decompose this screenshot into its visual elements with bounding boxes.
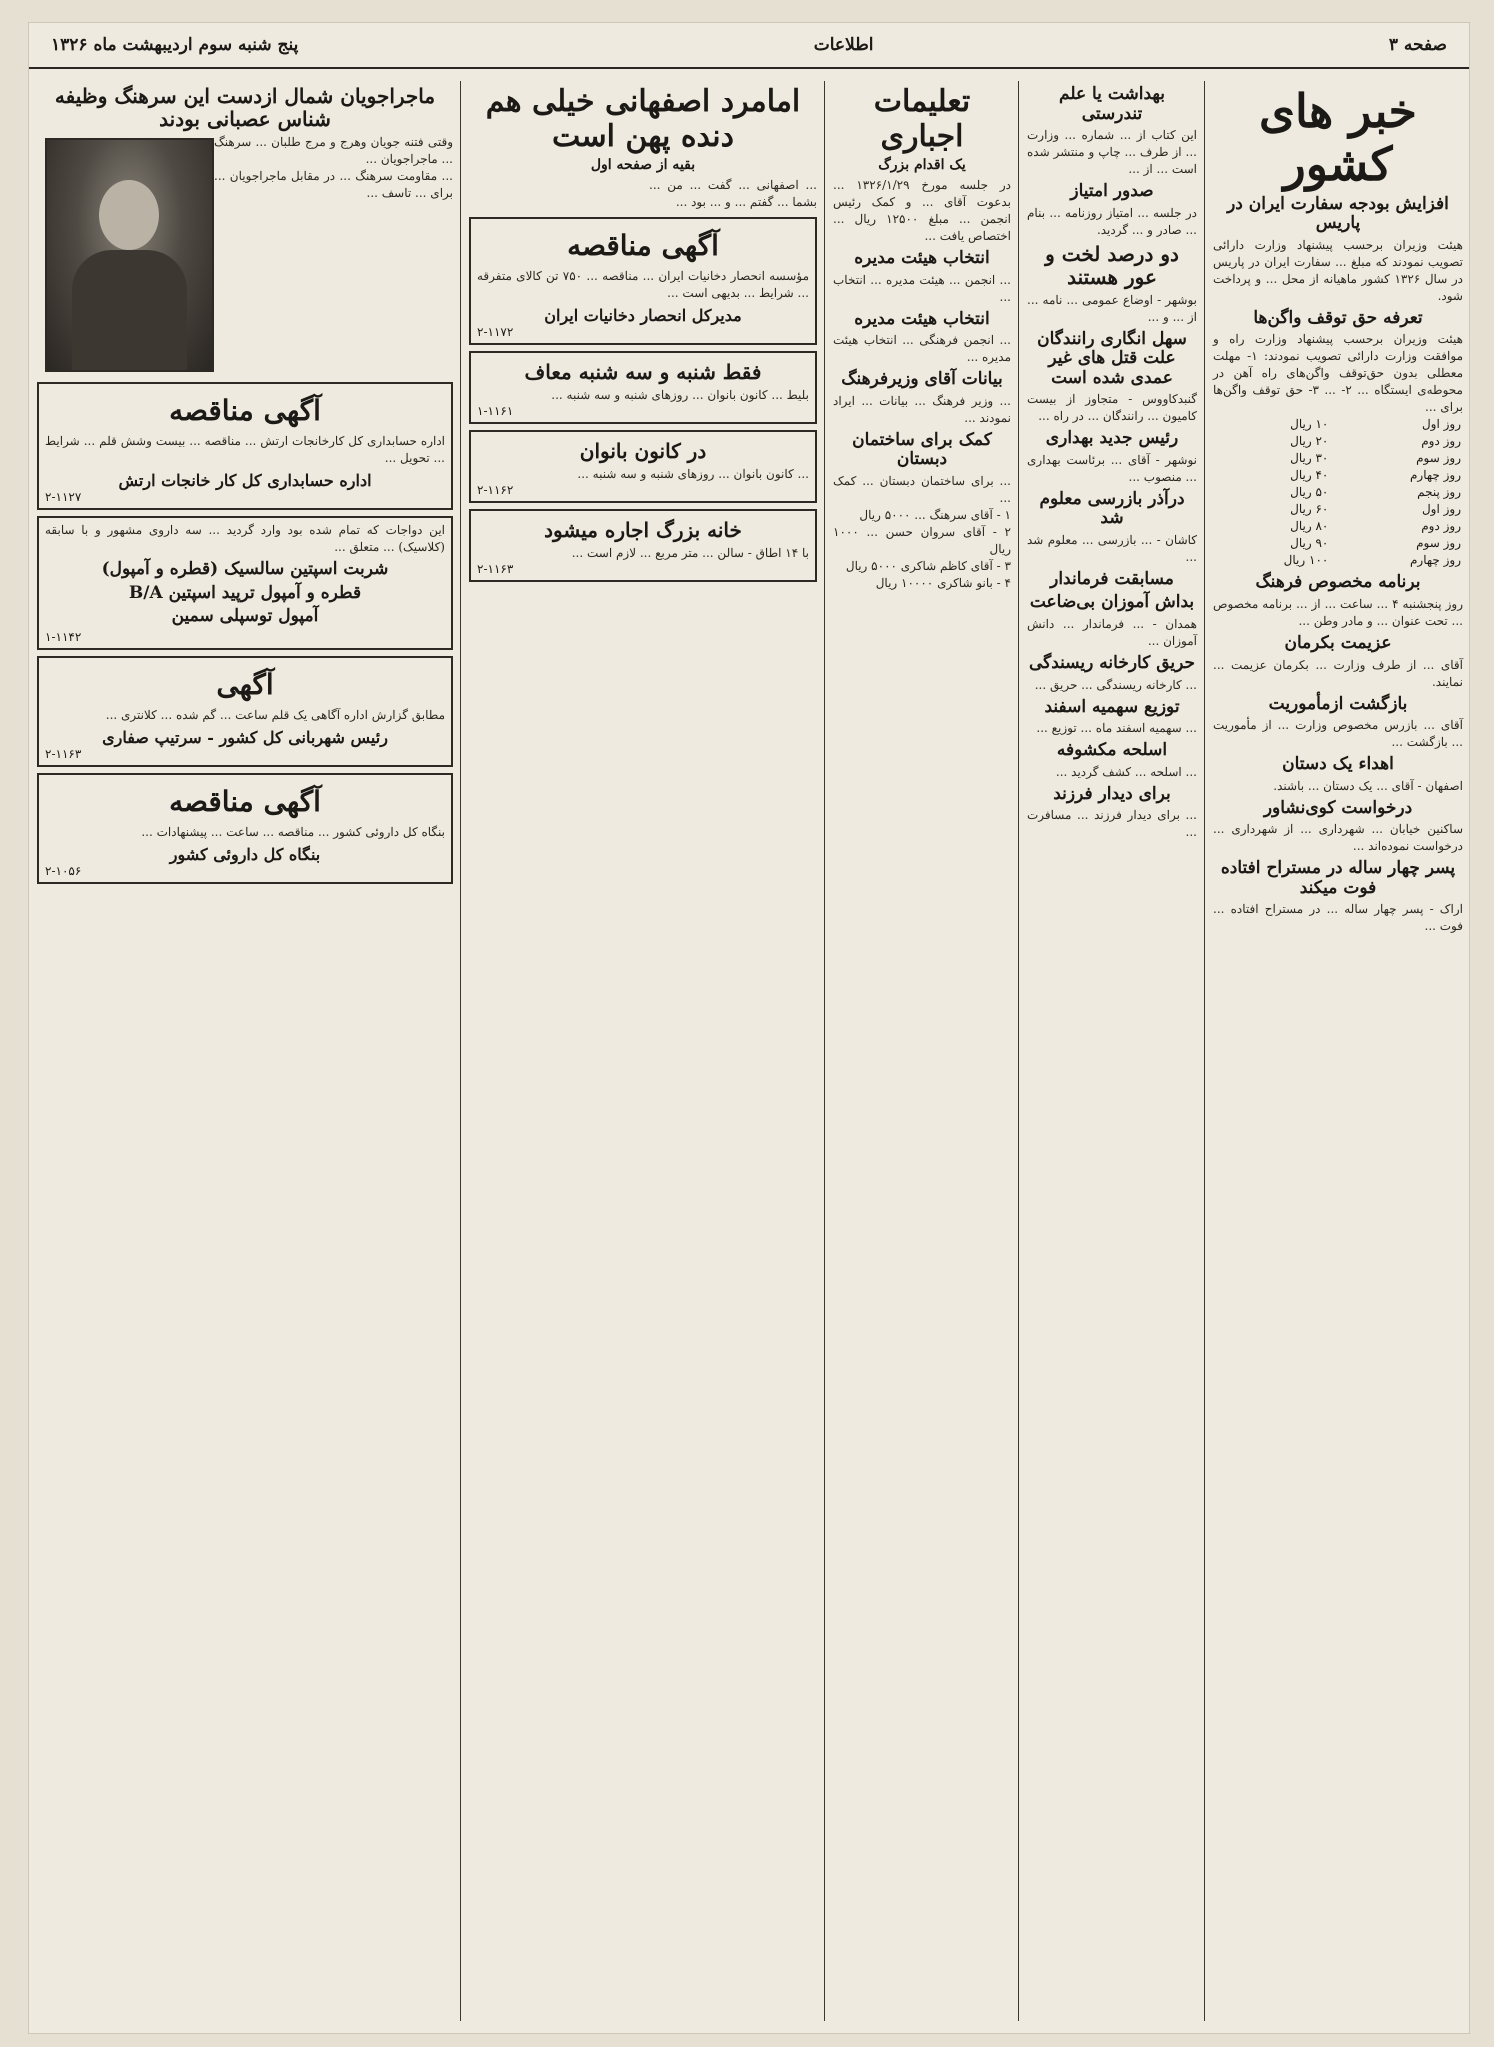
article-body: آقای ... بازرس مخصوص وزارت ... از مأموریت ... بازگشت ... xyxy=(1213,718,1463,750)
list-item: ۲ - آقای سروان حسن ... ۱۰۰۰ ریال xyxy=(833,524,1011,556)
article-body: ... برای ساختمان دبستان ... کمک ... xyxy=(833,473,1011,505)
column-divider xyxy=(1204,81,1205,2021)
ad-title: آگهی مناقصه xyxy=(169,394,321,427)
column-divider xyxy=(824,81,825,2021)
article-body: ... سهمیه اسفند ماه ... توزیع ... xyxy=(1036,721,1197,736)
article-headline: درخواست کوی‌نشاور xyxy=(1263,797,1413,818)
section-title: تعلیمات اجباری xyxy=(873,84,971,154)
table-row: روز پنجم ۵۰ ریال xyxy=(1290,485,1461,500)
ad-number: ۲-۱۰۵۶ xyxy=(45,863,82,878)
article-headline: اهداء یک دستان xyxy=(1282,754,1394,775)
article-headline: صدور امتیاز xyxy=(1070,181,1154,202)
article-headline: اسلحه مکشوفه xyxy=(1056,740,1168,761)
article-body: روز پنجشنبه ۴ ... ساعت ... از ... برنامه مخصوص ... تحت عنوان ... و مادر وطن ... xyxy=(1213,596,1464,628)
article-headline: توزیع سهمیه اسفند xyxy=(1044,696,1180,717)
column-colonel-story-and-ads xyxy=(31,81,459,2021)
newspaper-page xyxy=(28,22,1470,2034)
ad-number: ۲-۱۱۶۲ xyxy=(477,483,514,497)
ad-body: این دواجات که تمام شده بود وارد گردید ... سه داروی مشهور و با سابقه (کلاسیک) ... متعلق ... xyxy=(45,523,445,554)
ad-body: اداره حسابداری کل کارخانجات ارتش ... مناقصه ... بیست وشش قلم ... شرایط ... تحویل ... xyxy=(45,434,445,465)
article-body: ... کارخانه ریسندگی ... حریق ... xyxy=(1034,677,1197,692)
article-headline: رئیس جدید بهداری xyxy=(1045,428,1179,449)
tender-ad xyxy=(469,217,817,345)
ad-body: مطابق گزارش اداره آگاهی یک قلم ساعت ... گم شده ... کلانتری ... xyxy=(105,707,445,722)
ad-product: قطره و آمپول ترپید اسپتین B/A xyxy=(128,582,362,603)
table-row: روز دوم ۸۰ ریال xyxy=(1290,519,1461,534)
tender-ad xyxy=(37,382,453,510)
article-headline: بیانات آقای وزیرفرهنگ xyxy=(841,369,1003,390)
rental-ad xyxy=(469,509,817,582)
article-body: ... اصفهانی ... گفت ... من ... بشما ... گفتم ... و ... بود ... xyxy=(649,178,817,209)
table-row: روز اول ۶۰ ریال xyxy=(1290,502,1461,517)
ad-product: شربت اسپتین سالسیک (قطره و آمپول) xyxy=(101,559,389,579)
page-label: صفحه ۳ xyxy=(1388,35,1447,55)
pharmacy-ad xyxy=(37,516,453,650)
article-headline: عزیمت بکرمان xyxy=(1284,632,1392,653)
ad-title: در کانون بانوان xyxy=(579,439,707,463)
article-headline: بازگشت ازمأموریت xyxy=(1268,693,1408,714)
article-headline: کمک برای ساختمان دبستان xyxy=(852,429,992,470)
ad-body: بلیط ... کانون بانوان ... روزهای شنبه و سه شنبه ... xyxy=(551,388,809,402)
article-headline: بهداشت یا علم تندرستی xyxy=(1059,84,1165,124)
article-headline: برای دیدار فرزند xyxy=(1053,783,1171,804)
ad-number: ۱-۱۱۶۱ xyxy=(477,404,514,418)
article-headline: برنامه مخصوص فرهنگ xyxy=(1255,572,1421,593)
column-divider xyxy=(460,81,461,2021)
list-item: ۱ - آقای سرهنگ ... ۵۰۰۰ ریال xyxy=(859,507,1011,522)
column-domestic-news xyxy=(1207,81,1469,2021)
list-item: ۴ - بانو شاکری ۱۰۰۰۰ ریال xyxy=(875,575,1011,590)
ad-body: ... کانون بانوان ... روزهای شنبه و سه شنبه ... xyxy=(577,467,809,481)
article-body: در جلسه ... امتیاز روزنامه ... بنام ... صادر و ... گردید. xyxy=(1027,205,1197,237)
notice-ad xyxy=(469,351,817,424)
ad-signature: بنگاه کل داروئی کشور xyxy=(169,844,321,864)
article-body: ... وزیر فرهنگ ... بیانات ... ایراد نمودند ... xyxy=(833,393,1011,425)
article-body: همدان - ... فرماندار ... دانش آموزان ... xyxy=(1027,617,1197,649)
article-body: این کتاب از ... شماره ... وزارت ... از طرف ... چاپ و منتشر شده است ... از ... xyxy=(1027,128,1197,177)
article-body: ساکنین خیابان ... شهرداری ... از شهرداری ... درخواست نموده‌اند ... xyxy=(1213,822,1463,854)
article-headline: پسر چهار ساله در مستراح افتاده فوت میکند xyxy=(1220,858,1456,898)
article-headline: امامرد اصفهانی خیلی هم دنده پهن است xyxy=(485,84,801,154)
article-body: گنبدکاووس - متجاوز از بیست کامیون ... رانندگان ... در راه ... xyxy=(1027,392,1197,424)
article-headline: سهل انگاری رانندگان علت قتل های غیر عمدی شده است xyxy=(1037,328,1187,388)
ad-title: آگهی مناقصه xyxy=(567,229,719,262)
ad-body: با ۱۴ اطاق - سالن ... متر مربع ... لازم است ... xyxy=(571,546,809,560)
article-headline: انتخاب هیئت مدیره xyxy=(854,308,990,329)
article-body: اصفهان - آقای ... یک دستان ... باشند. xyxy=(1273,778,1463,793)
article-body: ... انجمن ... هیئت مدیره ... انتخاب ... xyxy=(833,272,1011,304)
article-headline: دو درصد لخت و عور هستند xyxy=(1045,241,1179,289)
article-headline: حریق کارخانه ریسندگی xyxy=(1028,653,1196,674)
ad-title: خانه بزرگ اجاره میشود xyxy=(544,518,742,542)
ad-body: مؤسسه انحصار دخانیات ایران ... مناقصه ... ۷۵۰ تن کالای متفرقه ... شرایط ... بدیهی است ... xyxy=(477,269,809,300)
article-body: اراک - پسر چهار ساله ... در مستراح افتاده ... فوت ... xyxy=(1213,902,1463,934)
article-body: ... مقاومت سرهنگ ... در مقابل ماجراجویان ... برای ... تاسف ... xyxy=(214,169,453,200)
continued-note: بقیه از صفحه اول xyxy=(590,157,696,173)
column-divider xyxy=(1018,81,1019,2021)
table-row: روز سوم ۹۰ ریال xyxy=(1290,536,1461,551)
table-row: روز اول ۱۰ ریال xyxy=(1290,417,1461,432)
section-subtitle: یک اقدام بزرگ xyxy=(878,157,966,173)
ad-body: بنگاه کل داروئی کشور ... مناقصه ... ساعت ... پیشنهادات ... xyxy=(141,824,445,839)
police-notice xyxy=(37,656,453,767)
paper-name: اطلاعات xyxy=(813,35,874,55)
ad-number: ۲-۱۱۶۳ xyxy=(45,746,82,761)
ad-number: ۲-۱۱۷۲ xyxy=(477,325,514,339)
article-body: وقتی فتنه جویان وهرج و مرج طلبان ... سرهنگ ... ماجراجویان ... xyxy=(214,135,453,166)
ad-number: ۲-۱۱۲۷ xyxy=(45,490,82,504)
article-headline: مسابقت فرماندار xyxy=(1050,568,1174,589)
table-row: روز دوم ۲۰ ریال xyxy=(1290,434,1461,449)
article-headline: درآذر بازرسی معلوم شد xyxy=(1039,488,1185,529)
issue-date: پنج شنبه سوم اردیبهشت ماه ۱۳۲۶ xyxy=(51,35,299,55)
list-item: ۳ - آقای کاظم شاکری ۵۰۰۰ ریال xyxy=(845,558,1011,573)
article-body: ... اسلحه ... کشف گردید ... xyxy=(1055,764,1197,779)
ad-signature: اداره حسابداری کل کار خانجات ارتش xyxy=(118,471,372,490)
table-row: روز سوم ۳۰ ریال xyxy=(1290,451,1461,466)
table-row: روز چهارم ۴۰ ریال xyxy=(1290,468,1461,483)
article-body: نوشهر - آقای ... برئاست بهداری ... منصوب ... xyxy=(1027,452,1197,484)
rates-table xyxy=(1213,416,1463,569)
ad-title: آگهی xyxy=(216,667,274,701)
article-body: در جلسه مورخ ۱۳۲۶/۱/۲۹ ... بدعوت آقای ... و کمک رئیس انجمن ... مبلغ ۱۲۵۰۰ ریال ... اختصاص یافت ... xyxy=(833,178,1011,243)
article-body: بوشهر - اوضاع عمومی ... نامه ... از ... و ... xyxy=(1027,292,1197,324)
masthead xyxy=(29,23,1469,69)
ad-product: آمپول توسپلی سمین xyxy=(171,606,319,627)
article-headline: ماجراجویان شمال ازدست این سرهنگ وظیفه شناس عصبانی بودند xyxy=(54,84,436,131)
ad-title: آگهی مناقصه xyxy=(169,784,321,818)
column-provincial-news xyxy=(1021,81,1203,2021)
tender-ad xyxy=(37,773,453,884)
ad-title: فقط شنبه و سه شنبه معاف xyxy=(524,360,762,384)
notice-ad xyxy=(469,430,817,503)
article-body: کاشان - ... بازرسی ... معلوم شد ... xyxy=(1027,532,1197,564)
article-body: ... برای دیدار فرزند ... مسافرت ... xyxy=(1027,808,1197,840)
ad-number: ۲-۱۱۶۳ xyxy=(477,562,514,576)
ad-signature: رئیس شهربانی کل کشور - سرتیپ صفاری xyxy=(102,727,388,747)
article-headline: انتخاب هیئت مدیره xyxy=(854,248,990,268)
article-body: ... انجمن فرهنگی ... انتخاب هیئت مدیره ... xyxy=(833,333,1011,365)
ad-number: ۱-۱۱۴۲ xyxy=(45,629,82,644)
section-title: خبر های کشور xyxy=(1259,84,1417,191)
column-education xyxy=(827,81,1017,2021)
article-headline: تعرفه حق توقف واگن‌ها xyxy=(1253,307,1423,328)
article-headline: بداش آموزان بی‌ضاعت xyxy=(1029,592,1195,613)
portrait-photo xyxy=(45,138,214,372)
column-feature-and-ads xyxy=(463,81,823,2021)
ad-signature: مدیرکل انحصار دخانیات ایران xyxy=(544,306,742,325)
table-row: روز چهارم ۱۰۰ ریال xyxy=(1283,553,1461,568)
article-body: هیئت وزیران برحسب پیشنهاد وزارت دارائی تصویب نمودند که مبلغ ... سفارت ایران در پاریس در سال ۱۳۲۶ کشور ماهیانه از محل ... و پرداخت شود. xyxy=(1213,237,1463,303)
article-headline: افزایش بودجه سفارت ایران در پاریس xyxy=(1227,193,1449,234)
article-body: هیئت وزیران برحسب پیشنهاد وزارت راه و موافقت وزارت دارائی تصویب نمودند: ۱- مهلت معطلی بدون حق‌توقف واگن‌های راه آهن در محوطه‌ی ایستگاه ... ۲- ... ۳- حق توقف واگن‌ها برای ... xyxy=(1213,332,1463,415)
article-body: آقای ... از طرف وزارت ... بکرمان عزیمت ... نمایند. xyxy=(1213,657,1463,689)
